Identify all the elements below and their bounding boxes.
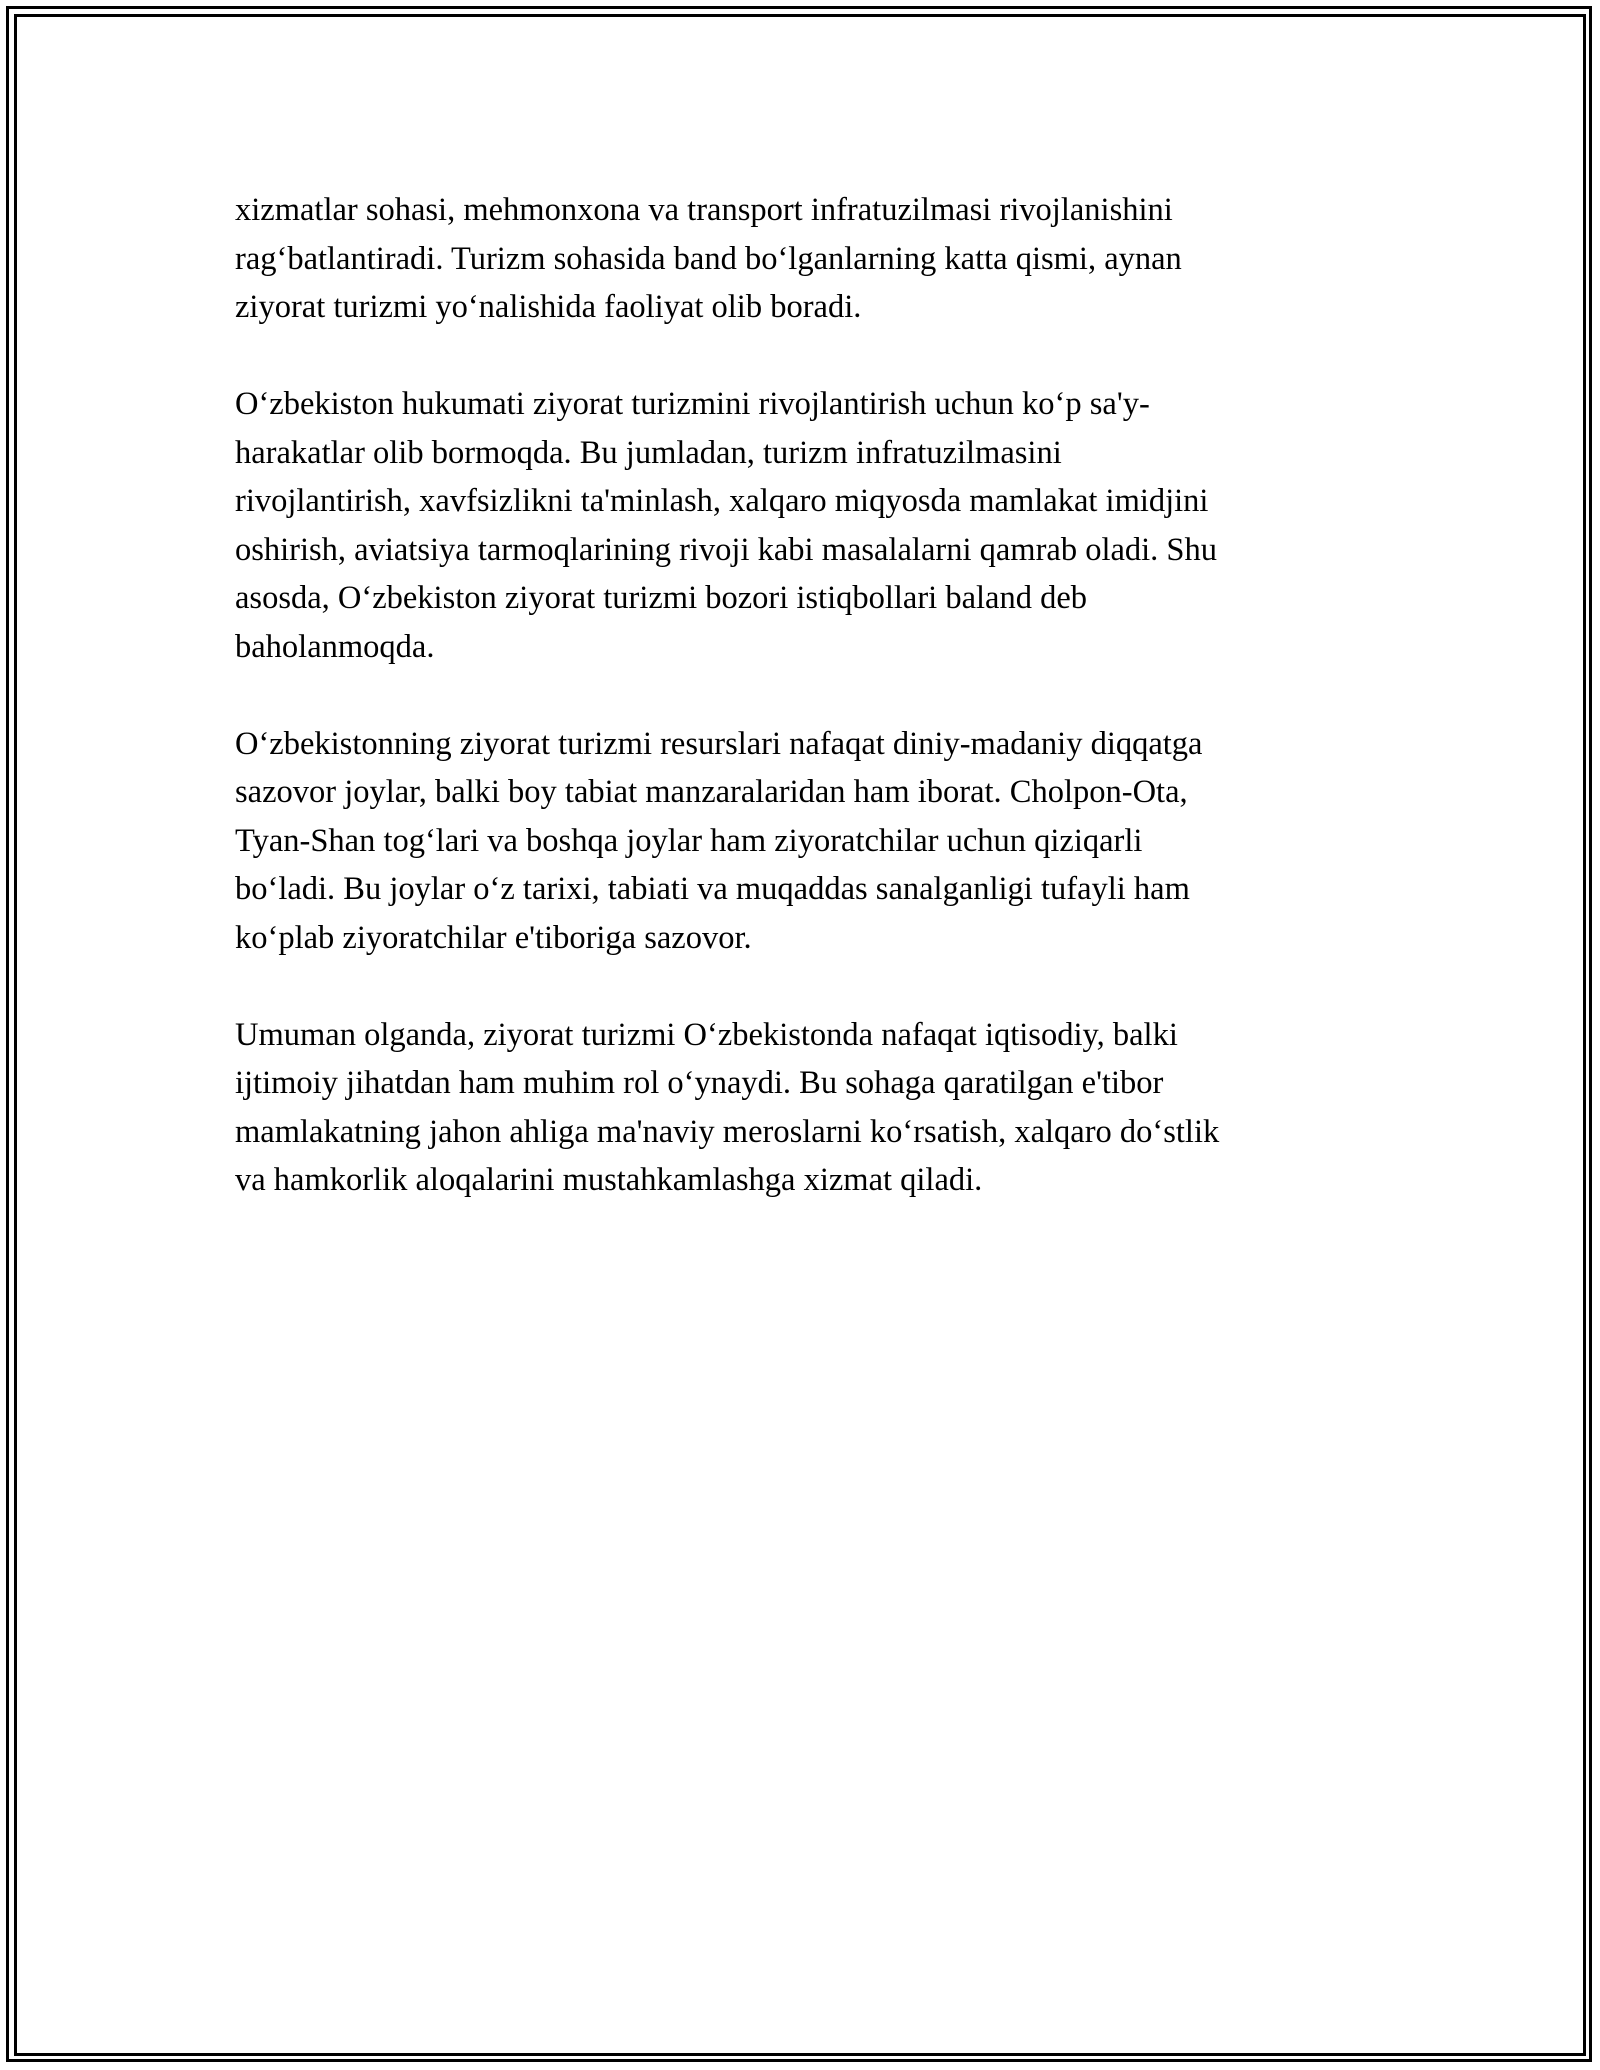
document-body (235, 186, 1365, 1253)
paragraph-2: O‘zbekiston hukumati ziyorat turizmini rivojlantirish uchun ko‘p sa'y- harakatlar olib bormoqda. Bu jumladan, turizm infratuzilmasini rivojlantirish, xavfsizlikni ta'minlash, xalqaro miqyosda mamlakat imidjini oshirish, aviatsiya tarmoqlarining rivoji kabi masalalarni qamrab oladi. Shu asosda, O‘zbekiston ziyorat turizmi bozori istiqbollari baland deb baholanmoqda. (235, 386, 1217, 665)
paragraph-4: Umuman olganda, ziyorat turizmi O‘zbekistonda nafaqat iqtisodiy, balki ijtimoiy jihatdan ham muhim rol o‘ynaydi. Bu sohaga qaratilgan e'tibor mamlakatning jahon ahliga ma'naviy meroslarni ko‘rsatish, xalqaro do‘stlik va hamkorlik aloqalarini mustahkamlashga xizmat qiladi. (235, 1016, 1220, 1198)
paragraph-1: xizmatlar sohasi, mehmonxona va transport infratuzilmasi rivojlanishini rag‘batlantiradi. Turizm sohasida band bo‘lganlarning katta qismi, aynan ziyorat turizmi yo‘nalishida faoliyat olib boradi. (235, 192, 1182, 325)
paragraph-3: O‘zbekistonning ziyorat turizmi resurslari nafaqat diniy-madaniy diqqatga sazovor joylar, balki boy tabiat manzaralaridan ham iborat. Cholpon-Ota, Tyan-Shan tog‘lari va boshqa joylar ham ziyoratchilar uchun qiziqarli bo‘ladi. Bu joylar o‘z tarixi, tabiati va muqaddas sanalganligi tufayli ham ko‘plab ziyoratchilar e'tiboriga sazovor. (235, 725, 1203, 956)
